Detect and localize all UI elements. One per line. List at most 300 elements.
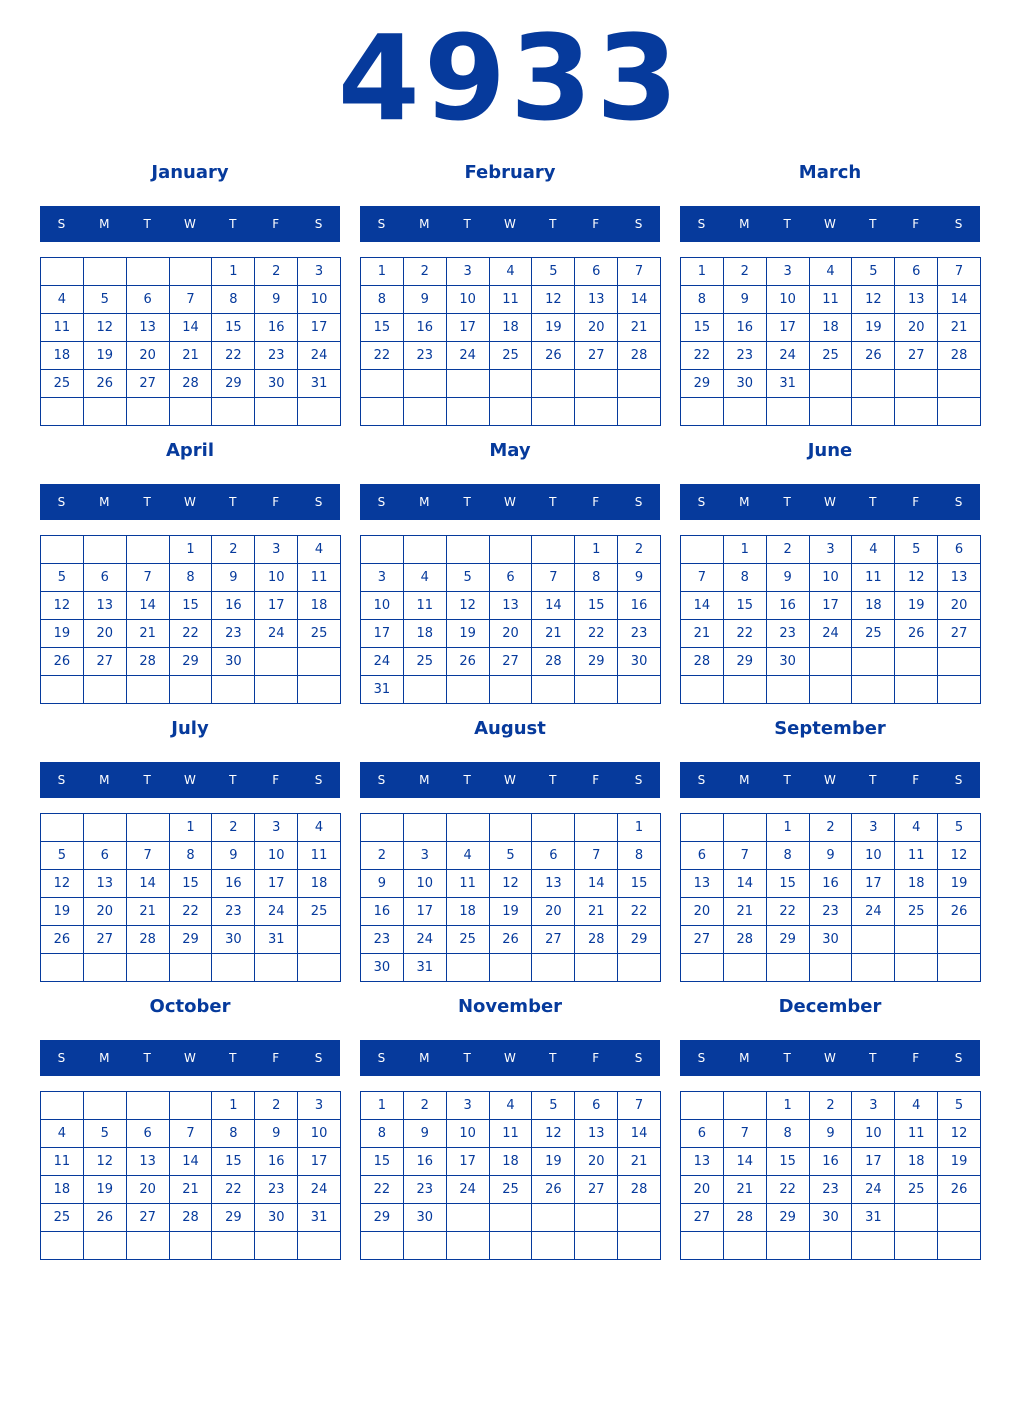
day-cell: 24 [404,926,447,954]
day-cell: 8 [575,564,618,592]
weekday-label: F [272,773,280,787]
month-name: March [798,162,862,183]
day-cell: 27 [127,1204,170,1232]
day-cell: 24 [767,342,810,370]
day-cell: 8 [212,1120,255,1148]
weekday-label: W [184,1051,196,1065]
day-cell: 28 [618,1176,661,1204]
day-cell: 11 [852,564,895,592]
empty-cell [298,1232,341,1260]
day-cell: 5 [84,1120,127,1148]
day-cell: 23 [255,342,298,370]
day-cell: 25 [490,342,533,370]
day-cell: 12 [938,1120,981,1148]
day-cell: 13 [938,564,981,592]
weekday-header [40,206,340,242]
day-cell: 2 [361,842,404,870]
day-cell: 2 [618,536,661,564]
day-cell: 8 [170,564,213,592]
empty-cell [41,1092,84,1120]
day-cell: 24 [852,898,895,926]
day-cell: 18 [41,1176,84,1204]
empty-cell [447,814,490,842]
day-cell: 9 [810,842,853,870]
day-cell: 23 [404,342,447,370]
day-cell: 29 [618,926,661,954]
empty-cell [532,398,575,426]
day-cell: 5 [938,814,981,842]
weekday-label: S [314,773,323,787]
day-cell: 7 [575,842,618,870]
day-cell: 21 [681,620,724,648]
day-cell: 7 [938,258,981,286]
day-cell: 11 [810,286,853,314]
month-name: April [165,440,215,461]
day-cell: 10 [298,1120,341,1148]
day-cell: 28 [532,648,575,676]
empty-cell [127,258,170,286]
day-cell: 23 [810,1176,853,1204]
day-cell: 23 [361,926,404,954]
day-cell: 18 [298,870,341,898]
weekday-label: S [377,1051,386,1065]
weekday-label: S [697,217,706,231]
empty-cell [724,954,767,982]
day-cell: 12 [84,1148,127,1176]
empty-cell [895,370,938,398]
weekday-label: T [783,217,791,231]
weekday-label: S [697,773,706,787]
day-cell: 19 [84,1176,127,1204]
day-cell: 17 [298,1148,341,1176]
empty-cell [298,398,341,426]
day-cell: 17 [361,620,404,648]
day-cell: 16 [724,314,767,342]
day-cell: 30 [724,370,767,398]
day-cell: 29 [212,370,255,398]
month-name: October [149,996,231,1017]
month-name: August [474,718,546,739]
day-cell: 24 [298,1176,341,1204]
day-cell: 11 [41,314,84,342]
day-cell: 25 [404,648,447,676]
day-cell: 12 [938,842,981,870]
weekday-header [40,484,340,520]
weekday-label: T [143,495,151,509]
day-cell: 21 [575,898,618,926]
empty-cell [852,1232,895,1260]
empty-cell [490,536,533,564]
day-cell: 4 [490,1092,533,1120]
day-cell: 18 [447,898,490,926]
day-cell: 3 [852,814,895,842]
empty-cell [724,1232,767,1260]
day-cell: 29 [170,648,213,676]
empty-cell [938,954,981,982]
day-cell: 9 [361,870,404,898]
weekday-label: M [99,1051,110,1065]
day-cell: 12 [41,592,84,620]
weekday-label: M [99,217,110,231]
day-cell: 30 [404,1204,447,1232]
weekday-label: T [229,773,237,787]
day-cell: 9 [212,842,255,870]
day-cell: 5 [41,564,84,592]
empty-cell [532,536,575,564]
day-cell: 20 [127,342,170,370]
day-cell: 31 [404,954,447,982]
day-cell: 9 [810,1120,853,1148]
empty-cell [895,648,938,676]
day-cell: 24 [810,620,853,648]
day-cell: 1 [618,814,661,842]
day-grid [40,1091,341,1260]
weekday-label: W [504,217,516,231]
day-cell: 14 [618,1120,661,1148]
weekday-header [680,206,980,242]
weekday-label: S [634,773,643,787]
weekday-label: S [954,773,963,787]
weekday-label: S [314,1051,323,1065]
weekday-label: T [143,773,151,787]
day-cell: 10 [255,564,298,592]
empty-cell [127,676,170,704]
weekday-header [680,484,980,520]
day-cell: 26 [84,1204,127,1232]
day-cell: 10 [447,286,490,314]
day-cell: 10 [767,286,810,314]
weekday-header [40,762,340,798]
weekday-label: T [549,1051,557,1065]
day-cell: 20 [575,1148,618,1176]
weekday-label: F [912,1051,920,1065]
day-cell: 6 [575,1092,618,1120]
empty-cell [127,1092,170,1120]
day-cell: 31 [767,370,810,398]
day-cell: 13 [490,592,533,620]
weekday-label: S [57,495,66,509]
weekday-label: S [314,495,323,509]
empty-cell [852,648,895,676]
day-cell: 22 [361,1176,404,1204]
weekday-label: W [504,1051,516,1065]
day-cell: 13 [575,1120,618,1148]
day-cell: 5 [41,842,84,870]
day-cell: 13 [575,286,618,314]
day-cell: 26 [532,1176,575,1204]
day-cell: 14 [170,1148,213,1176]
day-cell: 3 [255,814,298,842]
day-cell: 16 [810,870,853,898]
empty-cell [170,954,213,982]
day-cell: 26 [84,370,127,398]
empty-cell [938,926,981,954]
day-cell: 22 [681,342,724,370]
day-cell: 31 [298,370,341,398]
weekday-label: M [419,217,430,231]
empty-cell [724,398,767,426]
day-cell: 25 [41,370,84,398]
day-cell: 17 [810,592,853,620]
day-cell: 21 [938,314,981,342]
day-cell: 2 [255,1092,298,1120]
day-cell: 1 [212,1092,255,1120]
weekday-label: W [824,773,836,787]
day-cell: 11 [490,1120,533,1148]
weekday-label: S [377,217,386,231]
day-cell: 26 [938,898,981,926]
day-cell: 26 [41,926,84,954]
empty-cell [490,954,533,982]
empty-cell [938,648,981,676]
day-cell: 19 [895,592,938,620]
day-cell: 18 [41,342,84,370]
empty-cell [255,1232,298,1260]
day-cell: 22 [767,1176,810,1204]
day-cell: 9 [404,1120,447,1148]
empty-cell [681,814,724,842]
day-cell: 18 [490,1148,533,1176]
empty-cell [170,676,213,704]
empty-cell [84,258,127,286]
empty-cell [895,676,938,704]
day-cell: 28 [575,926,618,954]
weekday-label: W [504,495,516,509]
day-cell: 23 [255,1176,298,1204]
empty-cell [810,1232,853,1260]
empty-cell [810,954,853,982]
weekday-label: S [57,773,66,787]
empty-cell [810,648,853,676]
weekday-label: M [739,1051,750,1065]
day-cell: 24 [255,620,298,648]
day-cell: 19 [84,342,127,370]
month-name: September [774,718,886,739]
day-cell: 22 [767,898,810,926]
day-cell: 15 [170,870,213,898]
day-cell: 16 [212,870,255,898]
day-cell: 4 [490,258,533,286]
day-cell: 19 [938,1148,981,1176]
day-cell: 22 [724,620,767,648]
empty-cell [361,370,404,398]
day-cell: 27 [575,1176,618,1204]
empty-cell [447,954,490,982]
empty-cell [681,536,724,564]
day-cell: 6 [127,286,170,314]
weekday-header [680,1040,980,1076]
day-cell: 10 [361,592,404,620]
day-cell: 21 [532,620,575,648]
day-cell: 18 [490,314,533,342]
empty-cell [575,954,618,982]
weekday-header [680,762,980,798]
day-cell: 11 [490,286,533,314]
day-cell: 27 [575,342,618,370]
day-cell: 3 [404,842,447,870]
empty-cell [852,398,895,426]
day-cell: 15 [361,314,404,342]
day-cell: 26 [447,648,490,676]
day-cell: 11 [404,592,447,620]
day-cell: 3 [447,1092,490,1120]
empty-cell [212,398,255,426]
empty-cell [532,954,575,982]
day-cell: 1 [681,258,724,286]
day-cell: 1 [767,814,810,842]
day-cell: 10 [852,842,895,870]
day-cell: 27 [532,926,575,954]
day-cell: 18 [895,870,938,898]
day-cell: 8 [361,286,404,314]
day-cell: 23 [404,1176,447,1204]
weekday-label: S [697,1051,706,1065]
day-cell: 30 [618,648,661,676]
day-cell: 29 [767,926,810,954]
empty-cell [895,1204,938,1232]
day-cell: 14 [681,592,724,620]
day-cell: 27 [681,1204,724,1232]
empty-cell [447,370,490,398]
empty-cell [810,398,853,426]
day-cell: 9 [618,564,661,592]
day-cell: 22 [170,898,213,926]
day-cell: 3 [255,536,298,564]
day-grid [40,813,341,982]
day-cell: 5 [938,1092,981,1120]
day-cell: 2 [810,1092,853,1120]
day-cell: 4 [447,842,490,870]
day-cell: 7 [532,564,575,592]
day-cell: 1 [212,258,255,286]
day-cell: 19 [852,314,895,342]
day-cell: 6 [490,564,533,592]
day-cell: 30 [212,648,255,676]
day-cell: 3 [767,258,810,286]
day-cell: 12 [41,870,84,898]
day-grid [680,535,981,704]
day-cell: 5 [532,1092,575,1120]
day-cell: 2 [404,1092,447,1120]
day-cell: 15 [724,592,767,620]
empty-cell [127,954,170,982]
weekday-label: M [419,773,430,787]
weekday-label: W [184,495,196,509]
day-cell: 20 [490,620,533,648]
day-cell: 10 [298,286,341,314]
day-cell: 21 [724,898,767,926]
day-cell: 12 [895,564,938,592]
empty-cell [724,1092,767,1120]
day-cell: 23 [767,620,810,648]
day-cell: 23 [212,898,255,926]
day-cell: 19 [41,898,84,926]
day-cell: 4 [895,814,938,842]
weekday-label: S [377,495,386,509]
day-cell: 4 [41,286,84,314]
weekday-label: T [549,495,557,509]
weekday-label: T [549,217,557,231]
empty-cell [490,1204,533,1232]
day-cell: 11 [895,1120,938,1148]
empty-cell [84,1232,127,1260]
weekday-label: F [912,217,920,231]
empty-cell [810,370,853,398]
weekday-label: T [869,217,877,231]
day-cell: 15 [767,1148,810,1176]
weekday-label: M [739,217,750,231]
day-cell: 29 [681,370,724,398]
day-cell: 25 [41,1204,84,1232]
day-cell: 12 [84,314,127,342]
day-grid [360,535,661,704]
empty-cell [212,676,255,704]
day-cell: 23 [212,620,255,648]
day-cell: 21 [127,620,170,648]
day-cell: 22 [618,898,661,926]
weekday-label: S [634,495,643,509]
empty-cell [41,814,84,842]
day-cell: 21 [170,342,213,370]
day-cell: 8 [618,842,661,870]
empty-cell [724,676,767,704]
day-cell: 11 [895,842,938,870]
day-cell: 13 [127,314,170,342]
empty-cell [41,398,84,426]
day-cell: 16 [618,592,661,620]
empty-cell [212,954,255,982]
day-cell: 15 [212,314,255,342]
weekday-label: F [912,495,920,509]
day-cell: 25 [298,898,341,926]
weekday-label: T [463,217,471,231]
empty-cell [490,1232,533,1260]
empty-cell [895,398,938,426]
day-cell: 10 [404,870,447,898]
day-cell: 25 [447,926,490,954]
empty-cell [532,1232,575,1260]
weekday-label: S [954,217,963,231]
day-cell: 5 [895,536,938,564]
weekday-label: T [783,495,791,509]
empty-cell [447,676,490,704]
day-cell: 14 [618,286,661,314]
empty-cell [724,814,767,842]
day-cell: 21 [127,898,170,926]
month-name: July [171,718,209,739]
day-cell: 9 [767,564,810,592]
empty-cell [532,1204,575,1232]
empty-cell [127,814,170,842]
day-cell: 29 [212,1204,255,1232]
day-cell: 19 [490,898,533,926]
day-cell: 10 [810,564,853,592]
day-cell: 30 [810,926,853,954]
day-grid [680,1091,981,1260]
day-cell: 3 [361,564,404,592]
month-name: May [489,440,531,461]
day-cell: 24 [447,1176,490,1204]
day-cell: 18 [852,592,895,620]
weekday-label: M [419,1051,430,1065]
day-cell: 6 [681,1120,724,1148]
empty-cell [575,814,618,842]
weekday-label: T [143,217,151,231]
empty-cell [895,954,938,982]
empty-cell [41,258,84,286]
day-cell: 1 [575,536,618,564]
empty-cell [170,258,213,286]
